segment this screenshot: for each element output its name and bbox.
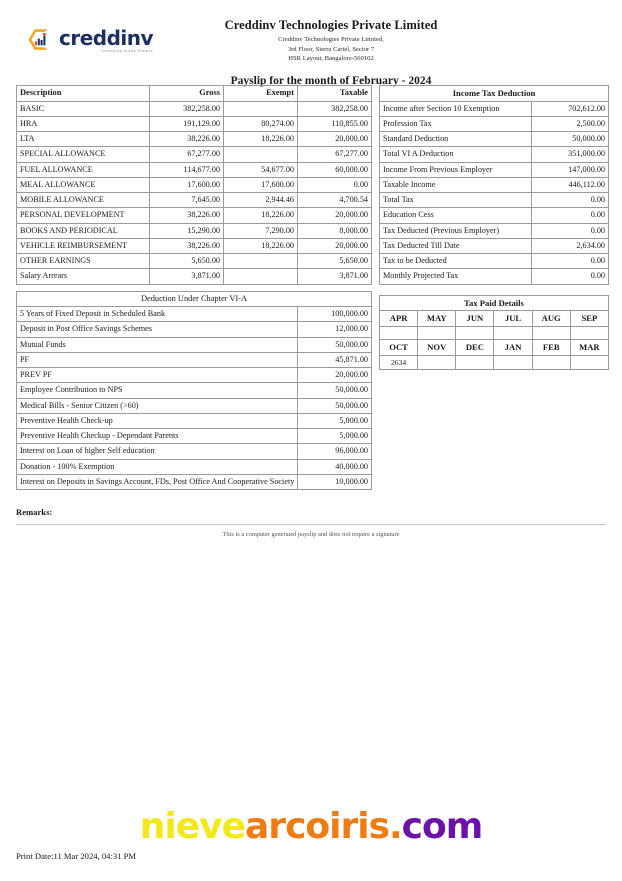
logo-wordmark: creddinv xyxy=(59,26,154,51)
earning-taxable: 3,871.00 xyxy=(298,269,372,284)
tax-item-label: Total VI A Deduction xyxy=(380,147,532,162)
watermark-part-3: com xyxy=(401,806,483,847)
tax-paid-header-row xyxy=(380,295,609,311)
tax-item-value: 0.00 xyxy=(532,193,609,208)
month-header: AUG xyxy=(532,311,570,327)
earning-exempt xyxy=(224,269,298,284)
earning-exempt: 54,677.00 xyxy=(224,162,298,177)
payslip-body xyxy=(16,85,608,490)
disclaimer-text: This is a computer generated payslip and does not require a signature xyxy=(222,531,400,538)
footer-divider xyxy=(16,524,606,525)
month-header: JAN xyxy=(494,340,532,356)
earning-gross: 7,645.00 xyxy=(150,193,224,208)
month-amount xyxy=(494,327,532,340)
chapter-via-table xyxy=(16,291,372,491)
deduction-amount: 96,000.00 xyxy=(298,444,372,459)
earning-gross: 38,226.00 xyxy=(150,238,224,253)
earning-description: FUEL ALLOWANCE xyxy=(17,162,150,177)
earning-exempt: 17,600.00 xyxy=(224,177,298,192)
earning-exempt: 80,274.00 xyxy=(224,116,298,131)
income-tax-deduction-body xyxy=(380,101,609,284)
tax-item-label: Total Tax xyxy=(380,193,532,208)
earning-gross: 15,290.00 xyxy=(150,223,224,238)
month-header: JUL xyxy=(494,311,532,327)
tax-item-value: 702,612.00 xyxy=(532,101,609,116)
table-row xyxy=(380,101,609,116)
deduction-amount: 5,000.00 xyxy=(298,413,372,428)
month-header: MAY xyxy=(418,311,456,327)
table-row xyxy=(17,254,372,269)
deduction-label: Interest on Loan of higher Self education xyxy=(17,444,298,459)
table-row xyxy=(380,193,609,208)
income-tax-deduction-title: Income Tax Deduction xyxy=(380,86,609,102)
earning-description: BASIC xyxy=(17,101,150,116)
table-row xyxy=(17,116,372,131)
print-date: Print Date:11 Mar 2024, 04:31 PM xyxy=(16,851,136,861)
table-row xyxy=(17,307,372,322)
earning-description: LTA xyxy=(17,132,150,147)
earning-taxable: 8,000.00 xyxy=(298,223,372,238)
month-header: MAR xyxy=(570,340,608,356)
tax-item-value: 0.00 xyxy=(532,223,609,238)
tax-item-value: 2,500.00 xyxy=(532,116,609,131)
table-row xyxy=(380,147,609,162)
deduction-amount: 20,000.00 xyxy=(298,368,372,383)
earning-description: SPECIAL ALLOWANCE xyxy=(17,147,150,162)
deduction-label: PF xyxy=(17,352,298,367)
month-amount xyxy=(418,327,456,340)
month-amount xyxy=(570,355,608,369)
table-row xyxy=(17,322,372,337)
month-header: APR xyxy=(380,311,418,327)
tax-item-value: 147,000.00 xyxy=(532,162,609,177)
chapter-via-body xyxy=(17,307,372,490)
address-line-1: Creddinv Technologies Private Limited, xyxy=(278,36,384,43)
earning-taxable: 20,000.00 xyxy=(298,208,372,223)
earning-description: HRA xyxy=(17,116,150,131)
table-row xyxy=(17,383,372,398)
table-row xyxy=(17,269,372,284)
table-row xyxy=(380,269,609,284)
month-header: DEC xyxy=(456,340,494,356)
table-row xyxy=(380,238,609,253)
month-header: NOV xyxy=(418,340,456,356)
deduction-label: Interest on Deposits in Savings Account, FDs, Post Office And Cooperative Society xyxy=(17,474,298,489)
left-column xyxy=(16,85,371,490)
table-row xyxy=(380,132,609,147)
deduction-amount: 40,000.00 xyxy=(298,459,372,474)
site-watermark xyxy=(0,806,622,847)
earning-gross: 3,871.00 xyxy=(150,269,224,284)
tax-item-value: 2,634.00 xyxy=(532,238,609,253)
earning-description: Salary Arrears xyxy=(17,269,150,284)
table-row xyxy=(17,162,372,177)
earning-exempt xyxy=(224,254,298,269)
table-row xyxy=(17,223,372,238)
earning-exempt xyxy=(224,101,298,116)
earning-gross: 191,129.00 xyxy=(150,116,224,131)
tax-item-label: Income after Section 10 Exemption xyxy=(380,101,532,116)
deduction-label: Deposit in Post Office Savings Schemes xyxy=(17,322,298,337)
income-tax-deduction-table xyxy=(379,85,609,285)
deduction-amount: 12,000.00 xyxy=(298,322,372,337)
tax-item-label: Tax to be Deducted xyxy=(380,254,532,269)
deduction-label: Preventive Health Check-up xyxy=(17,413,298,428)
document-header xyxy=(0,0,622,87)
right-column xyxy=(379,85,608,370)
table-row xyxy=(17,132,372,147)
table-row xyxy=(380,162,609,177)
company-logo xyxy=(28,28,153,54)
logo-tagline: Investing made Simple xyxy=(101,49,154,54)
watermark-part-1: nieve xyxy=(139,806,246,847)
earning-exempt: 2,944.46 xyxy=(224,193,298,208)
table-row xyxy=(17,429,372,444)
company-name: Creddinv Technologies Private Limited xyxy=(224,18,438,32)
month-amount xyxy=(494,355,532,369)
earnings-body xyxy=(17,101,372,284)
tax-paid-details-title: Tax Paid Details xyxy=(380,295,609,311)
table-row xyxy=(17,177,372,192)
earning-taxable: 5,650.00 xyxy=(298,254,372,269)
income-tax-header-row xyxy=(380,86,609,102)
earning-exempt: 7,290.00 xyxy=(224,223,298,238)
table-row xyxy=(380,223,609,238)
deduction-label: 5 Years of Fixed Deposit in Scheduled Bank xyxy=(17,307,298,322)
table-row xyxy=(17,193,372,208)
tax-item-label: Income From Previous Employer xyxy=(380,162,532,177)
table-row xyxy=(17,459,372,474)
month-header: FEB xyxy=(532,340,570,356)
earning-gross: 114,677.00 xyxy=(150,162,224,177)
earning-taxable: 4,700.54 xyxy=(298,193,372,208)
col-header-description: Description xyxy=(17,86,150,102)
earning-description: MEAL ALLOWANCE xyxy=(17,177,150,192)
deduction-label: PREV PF xyxy=(17,368,298,383)
month-amount xyxy=(532,327,570,340)
tax-item-value: 0.00 xyxy=(532,254,609,269)
table-row xyxy=(17,238,372,253)
creddinv-hexagon-chart-icon xyxy=(28,28,54,54)
col-header-gross: Gross xyxy=(150,86,224,102)
deduction-amount: 45,871.00 xyxy=(298,352,372,367)
deduction-amount: 50,000.00 xyxy=(298,337,372,352)
watermark-part-2: arcoiris. xyxy=(245,806,402,847)
chapter-via-title: Deduction Under Chapter VI-A xyxy=(17,291,372,307)
earning-gross: 67,277.00 xyxy=(150,147,224,162)
month-header: SEP xyxy=(570,311,608,327)
address-line-3: HSR Layout, Bangalore-560102 xyxy=(288,55,374,63)
earning-taxable: 110,855.00 xyxy=(298,116,372,131)
tax-paid-month-row xyxy=(380,311,609,327)
table-row xyxy=(17,352,372,367)
tax-paid-value-row xyxy=(380,355,609,369)
month-amount xyxy=(418,355,456,369)
tax-paid-details-body xyxy=(380,311,609,370)
remarks-label: Remarks: xyxy=(16,507,53,517)
earning-taxable: 60,000.00 xyxy=(298,162,372,177)
month-amount: 2634 xyxy=(380,355,418,369)
earning-description: MOBILE ALLOWANCE xyxy=(17,193,150,208)
earning-gross: 382,258.00 xyxy=(150,101,224,116)
deduction-amount: 50,000.00 xyxy=(298,398,372,413)
table-row xyxy=(17,398,372,413)
month-header: OCT xyxy=(380,340,418,356)
deduction-label: Donation - 100% Exemption xyxy=(17,459,298,474)
table-row xyxy=(17,368,372,383)
earning-gross: 17,600.00 xyxy=(150,177,224,192)
earning-exempt: 18,226.00 xyxy=(224,132,298,147)
page-title: Payslip for the month of February - 2024 xyxy=(230,74,432,87)
table-row xyxy=(17,101,372,116)
deduction-label: Employee Contribution to NPS xyxy=(17,383,298,398)
deduction-amount: 100,000.00 xyxy=(298,307,372,322)
tax-item-label: Taxable Income xyxy=(380,177,532,192)
earning-description: VEHICLE REIMBURSEMENT xyxy=(17,238,150,253)
tax-item-label: Monthly Projected Tax xyxy=(380,269,532,284)
table-row xyxy=(17,474,372,489)
tax-item-value: 446,112.00 xyxy=(532,177,609,192)
earning-taxable: 382,258.00 xyxy=(298,101,372,116)
tax-item-value: 0.00 xyxy=(532,208,609,223)
table-row xyxy=(380,208,609,223)
deduction-amount: 5,000.00 xyxy=(298,429,372,444)
earning-gross: 38,226.00 xyxy=(150,132,224,147)
col-header-taxable: Taxable xyxy=(298,86,372,102)
earning-description: BOOKS AND PERIODICAL xyxy=(17,223,150,238)
month-amount xyxy=(456,327,494,340)
deduction-label: Mutual Funds xyxy=(17,337,298,352)
deduction-label: Medical Bills - Senior Citizen (>60) xyxy=(17,398,298,413)
earnings-header-row xyxy=(17,86,372,102)
tax-item-label: Tax Deducted (Previous Employer) xyxy=(380,223,532,238)
table-row xyxy=(380,116,609,131)
tax-item-value: 0.00 xyxy=(532,269,609,284)
deduction-label: Preventive Health Checkup - Dependant Parents xyxy=(17,429,298,444)
tax-item-label: Tax Deducted Till Date xyxy=(380,238,532,253)
month-amount xyxy=(380,327,418,340)
chapter-via-header-row xyxy=(17,291,372,307)
address-line-2: 3rd Floor, Sierra Cartel, Sector 7 xyxy=(287,45,375,53)
tax-item-value: 351,000.00 xyxy=(532,147,609,162)
tax-item-label: Standard Deduction xyxy=(380,132,532,147)
tax-item-label: Profession Tax xyxy=(380,116,532,131)
month-header: JUN xyxy=(456,311,494,327)
earning-gross: 5,650.00 xyxy=(150,254,224,269)
table-row xyxy=(17,413,372,428)
earning-exempt: 18,226.00 xyxy=(224,208,298,223)
table-row xyxy=(17,337,372,352)
earnings-table xyxy=(16,85,372,285)
earning-description: OTHER EARNINGS xyxy=(17,254,150,269)
tax-paid-details-table xyxy=(379,295,609,371)
table-row xyxy=(17,147,372,162)
deduction-amount: 50,000.00 xyxy=(298,383,372,398)
earning-gross: 38,226.00 xyxy=(150,208,224,223)
tax-paid-value-row xyxy=(380,327,609,340)
month-amount xyxy=(456,355,494,369)
table-row xyxy=(380,254,609,269)
table-row xyxy=(380,177,609,192)
earning-taxable: 20,000.00 xyxy=(298,238,372,253)
col-header-exempt: Exempt xyxy=(224,86,298,102)
earning-exempt xyxy=(224,147,298,162)
tax-item-value: 50,000.00 xyxy=(532,132,609,147)
tax-item-label: Education Cess xyxy=(380,208,532,223)
tax-paid-month-row xyxy=(380,340,609,356)
deduction-amount: 10,000.00 xyxy=(298,474,372,489)
earning-taxable: 20,000.00 xyxy=(298,132,372,147)
earning-taxable: 67,277.00 xyxy=(298,147,372,162)
table-row xyxy=(17,444,372,459)
month-amount xyxy=(570,327,608,340)
earning-description: PERSONAL DEVELOPMENT xyxy=(17,208,150,223)
month-amount xyxy=(532,355,570,369)
earning-taxable: 0.00 xyxy=(298,177,372,192)
earning-exempt: 18,226.00 xyxy=(224,238,298,253)
table-row xyxy=(17,208,372,223)
